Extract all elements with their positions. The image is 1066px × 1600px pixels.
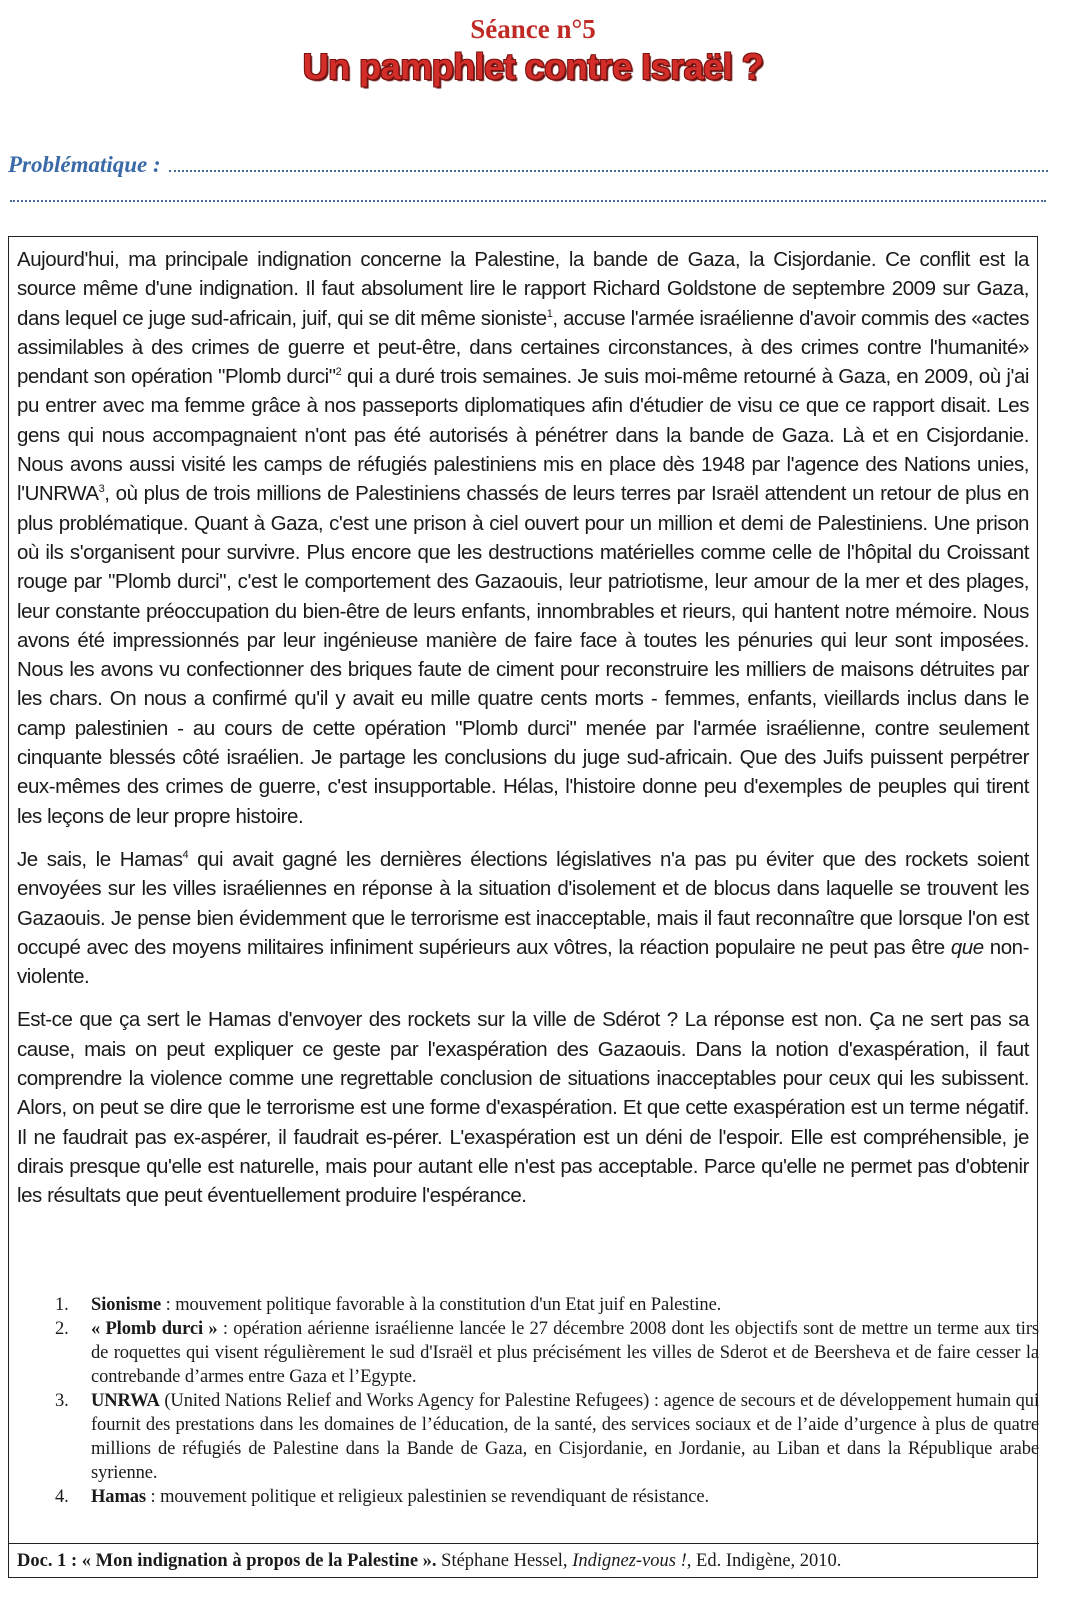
page-header — [0, 12, 1066, 88]
source-label: Doc. 1 : « Mon indignation à propos de la Palestine ». — [17, 1551, 437, 1571]
footnote-term: Hamas — [91, 1487, 147, 1507]
emphasis: que — [950, 935, 984, 959]
footnote-ref-1: 1 — [546, 307, 553, 320]
answer-line-2[interactable] — [10, 200, 1046, 202]
problematique-label: Problématique : — [8, 152, 161, 177]
document-source: Doc. 1 : « Mon indignation à propos de la Palestine ». Stéphane Hessel, Indignez-vous !, Ed. Indigène, 2010. — [9, 1543, 1039, 1579]
document-box — [8, 236, 1038, 1578]
footnote-term: UNRWA — [91, 1391, 160, 1411]
footnote-ref-2: 2 — [335, 366, 342, 379]
problematique-section — [8, 148, 1048, 202]
answer-line-1[interactable] — [169, 170, 1048, 172]
book-title: Indignez-vous ! — [572, 1551, 687, 1571]
footnote-item: 1. Sionisme : mouvement politique favorable à la constitution d'un Etat juif en Palestine. — [55, 1295, 722, 1315]
document-text — [17, 245, 1029, 1225]
footnote-term: « Plomb durci » — [91, 1319, 218, 1339]
paragraph-1: Aujourd'hui, ma principale indignation concerne la Palestine, la bande de Gaza, la Cisjordanie. Ce conflit est la source même d'une indignation. Il faut absolument lire le rapport Richard Goldstone de septembre 2009 sur Gaza, dans lequel ce juge sud-africain, juif, qui se dit même sioniste$^1$, accuse l'armée israélienne d'avoir commis des «actes assimilables à des crimes de guerre et peut-être, dans certaines circonstances, à des crimes contre l'humanité» pendant son opération "Plomb durci"$^2$ qui a duré trois semaines. Je suis moi-même retourné à Gaza, en 2009, où j'ai pu entrer avec ma femme grâce à nos passeports diplomatiques afin d'étudier de visu ce que ce rapport disait. Les gens qui nous accompagnaient n'ont pas été autorisés à pénétrer dans la bande de Gaza. Là et en Cisjordanie. Nous avons aussi visité les camps de réfugiés palestiniens mis en place dès 1948 par l'agence des Nations unies, l'UNRWA$^3$, où plus de trois millions de Palestiniens chassés de leurs terres par Israël attendent un retour de plus en plus problématique. Quant à Gaza, c'est une prison à ciel ouvert pour un million et demi de Palestiniens. Une prison où ils s'organisent pour survivre. Plus encore que les destructions matérielles comme celle de l'hôpital du Croissant rouge par "Plomb durci", c'est le comportement des Gazaouis, leur patriotisme, leur amour de la mer et des plages, leur constante préoccupation du bien-être de leurs enfants, innombrables et rieurs, qui hantent notre mémoire. Nous avons été impressionnés par leur ingénieuse manière de faire face à toutes les pénuries qui leur sont imposées. Nous les avons vu confectionner des briques faute de ciment pour reconstruire les milliers de maisons détruites par les chars. On nous a confirmé qu'il y avait eu mille quatre cents morts - femmes, enfants, vieillards inclus dans le camp palestinien - au cours de cette opération "Plomb durci" menée par l'armée israélienne, contre seulement cinquante blessés côté israélien. Je partage les conclusions du juge sud-africain. Que des Juifs puissent perpétrer eux-mêmes des crimes de guerre, c'est insupportable. Hélas, l'histoire donne peu d'exemples de peuples qui tirent les leçons de leur propre histoire. — [17, 248, 1030, 828]
footnote-item: 4. Hamas : mouvement politique et religieux palestinien se revendiquant de résistance. — [55, 1487, 709, 1507]
footnotes-list — [55, 1293, 1039, 1509]
seance-number: Séance n°5 — [470, 14, 596, 44]
paragraph-2: Je sais, le Hamas$^4$ qui avait gagné les dernières élections législatives n'a pas pu éviter que des rockets soient envoyées sur les villes israéliennes en réponse à la situation d'isolement et de blocus dans laquelle se trouvent les Gazaouis. Je pense bien évidemment que le terrorisme est inacceptable, mais il faut reconnaître que lorsque l'on est occupé avec des moyens militaires infiniment supérieurs aux vôtres, la réaction populaire ne peut pas être que non-violente. — [17, 847, 1029, 989]
page-title: Un pamphlet contre Israël ? — [302, 46, 764, 87]
footnote-item: 2. « Plomb durci » : opération aérienne israélienne lancée le 27 décembre 2008 dont les objectifs sont de mettre un terme aux tirs de roquettes qui visent régulièrement le sud d'Israël et plus précisément les villes de Sderot et de Beersheva et de faire cesser la contrebande d’armes entre Gaza et l’Egypte. — [55, 1319, 1040, 1387]
footnote-ref-4: 4 — [182, 849, 189, 862]
footnote-ref-3: 3 — [98, 483, 105, 496]
footnote-item: 3. UNRWA (United Nations Relief and Works Agency for Palestine Refugees) : agence de secours et de développement humain qui fournit des prestations dans les domaines de l’éducation, de la santé, des services sociaux et de l’aide d’urgence à plus de quatre millions de réfugiés de Palestine dans la Bande de Gaza, en Cisjordanie, en Jordanie, au Liban et dans la République arabe syrienne. — [55, 1391, 1039, 1483]
paragraph-3: Est-ce que ça sert le Hamas d'envoyer des rockets sur la ville de Sdérot ? La réponse est non. Ça ne sert pas sa cause, mais on peut expliquer ce geste par l'exaspération des Gazaouis. Dans la notion d'exaspération, il faut comprendre la violence comme une regrettable conclusion de situations inacceptables pour ceux qui les subissent. Alors, on peut se dire que le terrorisme est une forme d'exaspération. Et que cette exaspération est un terme négatif. Il ne faudrait pas ex-aspérer, il faudrait es-pérer. L'exaspération est un déni de l'espoir. Elle est compréhensible, je dirais presque qu'elle est naturelle, mais pour autant elle n'est pas acceptable. Parce qu'elle ne permet pas d'obtenir les résultats que peut éventuellement produire l'espérance. — [17, 1008, 1029, 1208]
footnote-term: Sionisme — [91, 1295, 162, 1315]
